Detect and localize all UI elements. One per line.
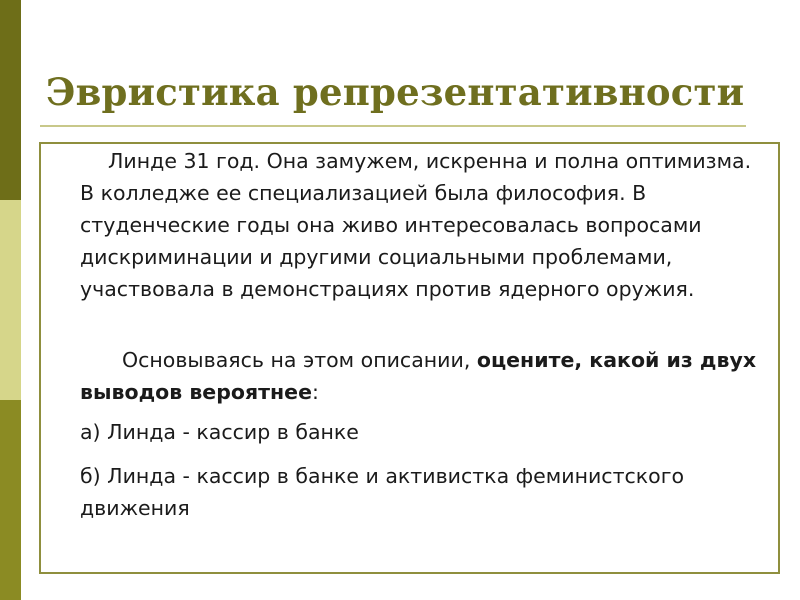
question-lead: Основываясь на этом описании, (122, 348, 477, 372)
side-bar-segment-middle (0, 200, 21, 400)
side-bar-segment-top (0, 0, 21, 200)
decorative-side-bar (0, 0, 21, 600)
option-b: б) Линда - кассир в банке и активистка феминистского движения (80, 464, 685, 520)
title-underline (40, 125, 746, 127)
question-emphasis: оцените, какой из двух выводов вероятнее (80, 348, 757, 404)
option-a: а) Линда - кассир в банке (80, 420, 359, 444)
side-bar-segment-bottom (0, 400, 21, 600)
description-paragraph: Линде 31 год. Она замужем, искренна и полна оптимизма. В колледже ее специализацией была философия. В студенческие годы она живо интересовалась вопросами дискриминации и другими социальными проблемами, участвовала в демонстрациях против ядерного оружия. (80, 149, 752, 301)
question-tail: : (311, 380, 319, 404)
question-paragraph (80, 344, 770, 408)
slide-title: Эвристика репрезентативности (46, 70, 745, 114)
